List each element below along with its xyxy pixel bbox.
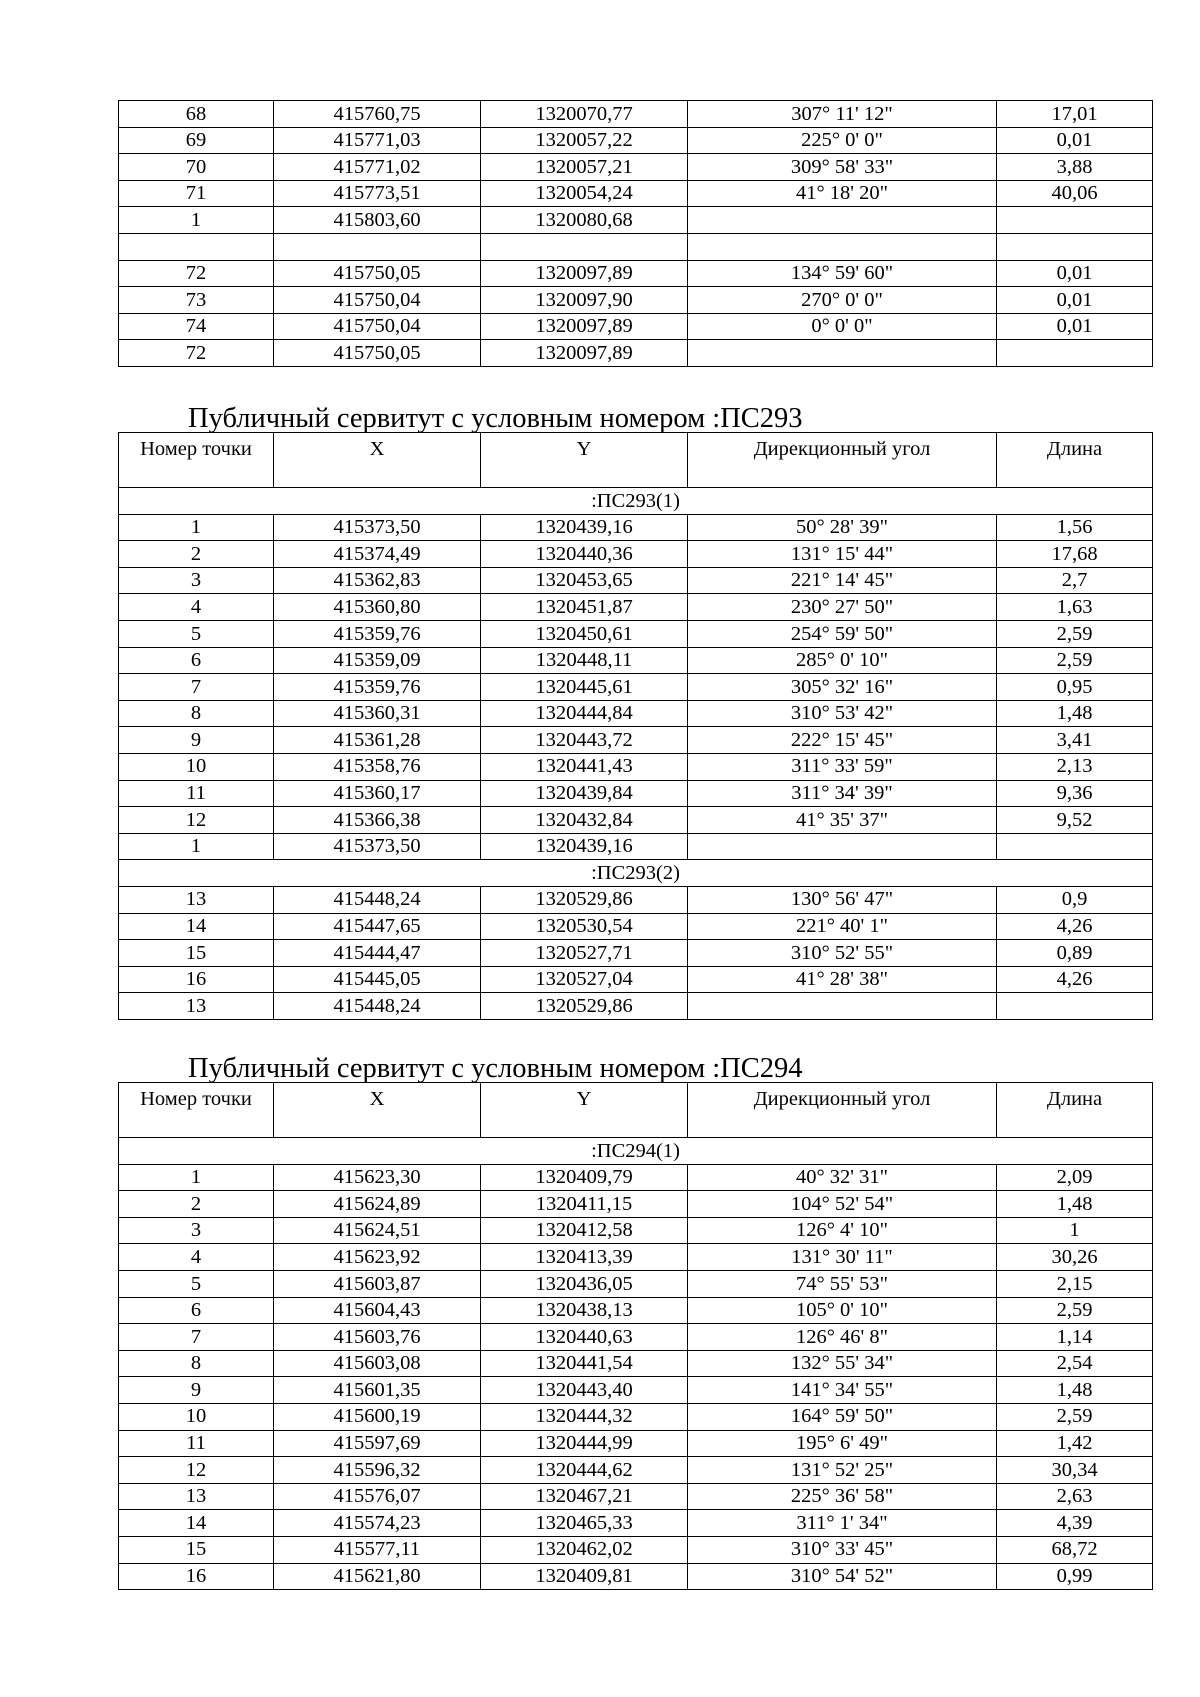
y-cell: 1320097,89 <box>481 340 688 367</box>
length-cell: 9,52 <box>997 807 1153 834</box>
y-cell: 1320444,62 <box>481 1457 688 1484</box>
table-row <box>119 674 1153 701</box>
table-row <box>119 207 1153 234</box>
y-cell: 1320448,11 <box>481 647 688 674</box>
point-number-cell: 11 <box>119 780 274 807</box>
y-cell: 1320444,84 <box>481 700 688 727</box>
bearing-cell: 134° 59' 60" <box>688 260 997 287</box>
point-number-cell: 72 <box>119 340 274 367</box>
point-number-cell: 3 <box>119 1217 274 1244</box>
table-row <box>119 647 1153 674</box>
length-cell: 2,09 <box>997 1164 1153 1191</box>
y-cell: 1320057,22 <box>481 127 688 154</box>
length-cell: 68,72 <box>997 1536 1153 1563</box>
point-number-cell: 9 <box>119 727 274 754</box>
length-cell: 3,41 <box>997 727 1153 754</box>
table-row <box>119 180 1153 207</box>
length-cell <box>997 833 1153 860</box>
x-cell: 415362,83 <box>274 567 481 594</box>
bearing-cell: 285° 0' 10" <box>688 647 997 674</box>
y-cell: 1320451,87 <box>481 594 688 621</box>
bearing-cell: 195° 6' 49" <box>688 1430 997 1457</box>
x-cell: 415359,09 <box>274 647 481 674</box>
section-title: Публичный сервитут с условным номером :ПС294 <box>188 1053 803 1084</box>
bearing-cell: 0° 0' 0" <box>688 313 997 340</box>
length-cell: 0,99 <box>997 1563 1153 1590</box>
bearing-cell: 221° 14' 45" <box>688 567 997 594</box>
length-cell: 30,34 <box>997 1457 1153 1484</box>
length-cell: 2,54 <box>997 1350 1153 1377</box>
point-number-cell: 1 <box>119 514 274 541</box>
length-cell: 0,01 <box>997 260 1153 287</box>
length-cell: 1,48 <box>997 1377 1153 1404</box>
bearing-cell: 310° 33' 45" <box>688 1536 997 1563</box>
y-cell: 1320409,79 <box>481 1164 688 1191</box>
length-cell: 2,59 <box>997 1297 1153 1324</box>
bearing-cell: 126° 4' 10" <box>688 1217 997 1244</box>
table-row <box>119 833 1153 860</box>
y-cell: 1320057,21 <box>481 154 688 181</box>
table-row <box>119 514 1153 541</box>
coordinate-table-continuation <box>118 100 1153 367</box>
x-cell: 415374,49 <box>274 541 481 568</box>
length-cell: 1,56 <box>997 514 1153 541</box>
y-cell: 1320443,40 <box>481 1377 688 1404</box>
bearing-cell: 41° 28' 38" <box>688 966 997 993</box>
point-number-cell: 1 <box>119 207 274 234</box>
point-number-cell: 16 <box>119 966 274 993</box>
bearing-cell: 222° 15' 45" <box>688 727 997 754</box>
point-number-cell: 1 <box>119 1164 274 1191</box>
point-number-cell: 10 <box>119 1403 274 1430</box>
bearing-cell: 310° 52' 55" <box>688 940 997 967</box>
group-label: :ПС294(1) <box>119 1138 1153 1165</box>
length-cell: 0,01 <box>997 127 1153 154</box>
x-cell: 415750,05 <box>274 260 481 287</box>
bearing-cell <box>688 233 997 260</box>
length-cell: 0,95 <box>997 674 1153 701</box>
table-row <box>119 1457 1153 1484</box>
bearing-cell: 74° 55' 53" <box>688 1270 997 1297</box>
point-number-cell: 3 <box>119 567 274 594</box>
bearing-cell <box>688 340 997 367</box>
column-header: X <box>274 1083 481 1138</box>
bearing-cell: 104° 52' 54" <box>688 1191 997 1218</box>
table-header-row <box>119 1083 1153 1138</box>
y-cell: 1320453,65 <box>481 567 688 594</box>
point-number-cell: 14 <box>119 1510 274 1537</box>
y-cell: 1320529,86 <box>481 993 688 1020</box>
x-cell: 415373,50 <box>274 514 481 541</box>
y-cell: 1320438,13 <box>481 1297 688 1324</box>
table-row <box>119 101 1153 128</box>
table-row <box>119 700 1153 727</box>
x-cell: 415576,07 <box>274 1483 481 1510</box>
group-row <box>119 860 1153 887</box>
x-cell: 415603,87 <box>274 1270 481 1297</box>
point-number-cell: 6 <box>119 1297 274 1324</box>
length-cell: 2,59 <box>997 620 1153 647</box>
bearing-cell: 50° 28' 39" <box>688 514 997 541</box>
bearing-cell <box>688 993 997 1020</box>
y-cell: 1320445,61 <box>481 674 688 701</box>
x-cell: 415773,51 <box>274 180 481 207</box>
y-cell: 1320080,68 <box>481 207 688 234</box>
x-cell: 415359,76 <box>274 674 481 701</box>
y-cell: 1320529,86 <box>481 886 688 913</box>
x-cell: 415624,51 <box>274 1217 481 1244</box>
bearing-cell: 310° 54' 52" <box>688 1563 997 1590</box>
table-row <box>119 886 1153 913</box>
y-cell: 1320441,54 <box>481 1350 688 1377</box>
table-row <box>119 1244 1153 1271</box>
length-cell <box>997 207 1153 234</box>
x-cell: 415445,05 <box>274 966 481 993</box>
x-cell: 415623,92 <box>274 1244 481 1271</box>
point-number-cell: 4 <box>119 1244 274 1271</box>
table-row <box>119 1483 1153 1510</box>
section-title: Публичный сервитут с условным номером :ПС293 <box>188 403 803 434</box>
table-row <box>119 727 1153 754</box>
length-cell: 0,01 <box>997 313 1153 340</box>
bearing-cell: 307° 11' 12" <box>688 101 997 128</box>
point-number-cell: 10 <box>119 753 274 780</box>
y-cell: 1320411,15 <box>481 1191 688 1218</box>
x-cell: 415750,04 <box>274 287 481 314</box>
y-cell: 1320439,16 <box>481 514 688 541</box>
point-number-cell: 8 <box>119 1350 274 1377</box>
x-cell: 415358,76 <box>274 753 481 780</box>
table-row <box>119 1377 1153 1404</box>
bearing-cell: 311° 1' 34" <box>688 1510 997 1537</box>
point-number-cell: 12 <box>119 807 274 834</box>
bearing-cell: 130° 56' 47" <box>688 886 997 913</box>
x-cell: 415803,60 <box>274 207 481 234</box>
table-row <box>119 127 1153 154</box>
point-number-cell: 68 <box>119 101 274 128</box>
y-cell: 1320444,99 <box>481 1430 688 1457</box>
table-row <box>119 1217 1153 1244</box>
length-cell: 2,15 <box>997 1270 1153 1297</box>
x-cell: 415360,80 <box>274 594 481 621</box>
column-header: Длина <box>997 433 1153 488</box>
length-cell: 4,26 <box>997 966 1153 993</box>
x-cell: 415360,17 <box>274 780 481 807</box>
table-body <box>119 1083 1153 1590</box>
table-row <box>119 966 1153 993</box>
length-cell: 2,59 <box>997 1403 1153 1430</box>
table-row <box>119 1403 1153 1430</box>
length-cell: 1,48 <box>997 1191 1153 1218</box>
bearing-cell: 131° 52' 25" <box>688 1457 997 1484</box>
length-cell: 2,13 <box>997 753 1153 780</box>
point-number-cell: 7 <box>119 674 274 701</box>
table-header-row <box>119 433 1153 488</box>
point-number-cell: 69 <box>119 127 274 154</box>
x-cell <box>274 233 481 260</box>
length-cell: 1,48 <box>997 700 1153 727</box>
length-cell <box>997 340 1153 367</box>
point-number-cell: 6 <box>119 647 274 674</box>
length-cell: 0,89 <box>997 940 1153 967</box>
x-cell: 415600,19 <box>274 1403 481 1430</box>
bearing-cell: 221° 40' 1" <box>688 913 997 940</box>
table-row <box>119 594 1153 621</box>
x-cell: 415361,28 <box>274 727 481 754</box>
point-number-cell: 13 <box>119 886 274 913</box>
table-row <box>119 340 1153 367</box>
y-cell: 1320409,81 <box>481 1563 688 1590</box>
table-row <box>119 1563 1153 1590</box>
group-row <box>119 488 1153 515</box>
y-cell: 1320439,84 <box>481 780 688 807</box>
x-cell: 415604,43 <box>274 1297 481 1324</box>
bearing-cell: 164° 59' 50" <box>688 1403 997 1430</box>
x-cell: 415596,32 <box>274 1457 481 1484</box>
y-cell: 1320527,71 <box>481 940 688 967</box>
table-row <box>119 260 1153 287</box>
x-cell: 415750,05 <box>274 340 481 367</box>
table-row <box>119 753 1153 780</box>
point-number-cell: 8 <box>119 700 274 727</box>
bearing-cell: 40° 32' 31" <box>688 1164 997 1191</box>
point-number-cell: 74 <box>119 313 274 340</box>
bearing-cell: 311° 33' 59" <box>688 753 997 780</box>
bearing-cell: 131° 15' 44" <box>688 541 997 568</box>
column-header: Дирекционный угол <box>688 1083 997 1138</box>
table-row <box>119 940 1153 967</box>
y-cell: 1320439,16 <box>481 833 688 860</box>
x-cell: 415447,65 <box>274 913 481 940</box>
y-cell: 1320450,61 <box>481 620 688 647</box>
point-number-cell: 1 <box>119 833 274 860</box>
column-header: Номер точки <box>119 1083 274 1138</box>
table-row <box>119 541 1153 568</box>
y-cell: 1320054,24 <box>481 180 688 207</box>
table-body <box>119 433 1153 1020</box>
y-cell: 1320443,72 <box>481 727 688 754</box>
x-cell: 415597,69 <box>274 1430 481 1457</box>
table-row <box>119 913 1153 940</box>
point-number-cell: 70 <box>119 154 274 181</box>
table-row <box>119 993 1153 1020</box>
bearing-cell: 254° 59' 50" <box>688 620 997 647</box>
column-header: Дирекционный угол <box>688 433 997 488</box>
point-number-cell: 5 <box>119 620 274 647</box>
y-cell: 1320070,77 <box>481 101 688 128</box>
x-cell: 415771,03 <box>274 127 481 154</box>
bearing-cell: 41° 18' 20" <box>688 180 997 207</box>
length-cell: 4,39 <box>997 1510 1153 1537</box>
bearing-cell: 270° 0' 0" <box>688 287 997 314</box>
y-cell: 1320465,33 <box>481 1510 688 1537</box>
x-cell: 415771,02 <box>274 154 481 181</box>
x-cell: 415360,31 <box>274 700 481 727</box>
column-header: Длина <box>997 1083 1153 1138</box>
bearing-cell: 310° 53' 42" <box>688 700 997 727</box>
bearing-cell: 105° 0' 10" <box>688 1297 997 1324</box>
y-cell: 1320413,39 <box>481 1244 688 1271</box>
bearing-cell: 141° 34' 55" <box>688 1377 997 1404</box>
x-cell: 415577,11 <box>274 1536 481 1563</box>
y-cell: 1320441,43 <box>481 753 688 780</box>
y-cell: 1320440,36 <box>481 541 688 568</box>
group-label: :ПС293(2) <box>119 860 1153 887</box>
length-cell: 1 <box>997 1217 1153 1244</box>
table-row <box>119 1324 1153 1351</box>
y-cell: 1320436,05 <box>481 1270 688 1297</box>
x-cell: 415574,23 <box>274 1510 481 1537</box>
point-number-cell: 2 <box>119 1191 274 1218</box>
bearing-cell: 131° 30' 11" <box>688 1244 997 1271</box>
x-cell: 415750,04 <box>274 313 481 340</box>
length-cell: 0,01 <box>997 287 1153 314</box>
bearing-cell: 225° 0' 0" <box>688 127 997 154</box>
length-cell: 9,36 <box>997 780 1153 807</box>
coordinate-table-ps294 <box>118 1082 1153 1590</box>
x-cell: 415621,80 <box>274 1563 481 1590</box>
length-cell: 2,63 <box>997 1483 1153 1510</box>
y-cell: 1320444,32 <box>481 1403 688 1430</box>
coordinate-table-ps293 <box>118 432 1153 1020</box>
column-header: Номер точки <box>119 433 274 488</box>
length-cell: 2,59 <box>997 647 1153 674</box>
bearing-cell <box>688 833 997 860</box>
length-cell: 30,26 <box>997 1244 1153 1271</box>
y-cell: 1320530,54 <box>481 913 688 940</box>
y-cell: 1320527,04 <box>481 966 688 993</box>
bearing-cell: 305° 32' 16" <box>688 674 997 701</box>
length-cell: 4,26 <box>997 913 1153 940</box>
length-cell: 3,88 <box>997 154 1153 181</box>
x-cell: 415448,24 <box>274 886 481 913</box>
x-cell: 415448,24 <box>274 993 481 1020</box>
table-row <box>119 567 1153 594</box>
length-cell: 17,01 <box>997 101 1153 128</box>
y-cell: 1320412,58 <box>481 1217 688 1244</box>
point-number-cell: 7 <box>119 1324 274 1351</box>
bearing-cell: 132° 55' 34" <box>688 1350 997 1377</box>
table-row <box>119 233 1153 260</box>
x-cell: 415366,38 <box>274 807 481 834</box>
column-header: X <box>274 433 481 488</box>
x-cell: 415624,89 <box>274 1191 481 1218</box>
y-cell: 1320467,21 <box>481 1483 688 1510</box>
x-cell: 415444,47 <box>274 940 481 967</box>
point-number-cell: 73 <box>119 287 274 314</box>
table-row <box>119 1430 1153 1457</box>
point-number-cell: 72 <box>119 260 274 287</box>
point-number-cell: 14 <box>119 913 274 940</box>
y-cell: 1320432,84 <box>481 807 688 834</box>
y-cell: 1320097,90 <box>481 287 688 314</box>
length-cell: 1,14 <box>997 1324 1153 1351</box>
y-cell <box>481 233 688 260</box>
table-row <box>119 1191 1153 1218</box>
bearing-cell: 41° 35' 37" <box>688 807 997 834</box>
point-number-cell: 15 <box>119 940 274 967</box>
bearing-cell: 309° 58' 33" <box>688 154 997 181</box>
table-body <box>119 101 1153 367</box>
x-cell: 415603,08 <box>274 1350 481 1377</box>
point-number-cell: 12 <box>119 1457 274 1484</box>
table-row <box>119 620 1153 647</box>
group-row <box>119 1138 1153 1165</box>
point-number-cell: 15 <box>119 1536 274 1563</box>
point-number-cell: 9 <box>119 1377 274 1404</box>
table-row <box>119 807 1153 834</box>
x-cell: 415373,50 <box>274 833 481 860</box>
table-row <box>119 154 1153 181</box>
table-row <box>119 1536 1153 1563</box>
x-cell: 415601,35 <box>274 1377 481 1404</box>
point-number-cell: 2 <box>119 541 274 568</box>
bearing-cell: 311° 34' 39" <box>688 780 997 807</box>
table-row <box>119 313 1153 340</box>
bearing-cell: 230° 27' 50" <box>688 594 997 621</box>
point-number-cell: 11 <box>119 1430 274 1457</box>
length-cell: 17,68 <box>997 541 1153 568</box>
x-cell: 415359,76 <box>274 620 481 647</box>
table-row <box>119 780 1153 807</box>
point-number-cell: 13 <box>119 1483 274 1510</box>
point-number-cell: 16 <box>119 1563 274 1590</box>
length-cell: 1,63 <box>997 594 1153 621</box>
length-cell: 1,42 <box>997 1430 1153 1457</box>
length-cell: 40,06 <box>997 180 1153 207</box>
point-number-cell: 5 <box>119 1270 274 1297</box>
length-cell: 2,7 <box>997 567 1153 594</box>
point-number-cell <box>119 233 274 260</box>
bearing-cell: 126° 46' 8" <box>688 1324 997 1351</box>
point-number-cell: 4 <box>119 594 274 621</box>
table-row <box>119 1297 1153 1324</box>
point-number-cell: 71 <box>119 180 274 207</box>
group-label: :ПС293(1) <box>119 488 1153 515</box>
bearing-cell <box>688 207 997 234</box>
x-cell: 415760,75 <box>274 101 481 128</box>
point-number-cell: 13 <box>119 993 274 1020</box>
table-row <box>119 1510 1153 1537</box>
length-cell <box>997 993 1153 1020</box>
y-cell: 1320097,89 <box>481 260 688 287</box>
table-row <box>119 1350 1153 1377</box>
length-cell <box>997 233 1153 260</box>
column-header: Y <box>481 433 688 488</box>
length-cell: 0,9 <box>997 886 1153 913</box>
table-row <box>119 1164 1153 1191</box>
column-header: Y <box>481 1083 688 1138</box>
bearing-cell: 225° 36' 58" <box>688 1483 997 1510</box>
x-cell: 415603,76 <box>274 1324 481 1351</box>
table-row <box>119 287 1153 314</box>
x-cell: 415623,30 <box>274 1164 481 1191</box>
y-cell: 1320440,63 <box>481 1324 688 1351</box>
table-row <box>119 1270 1153 1297</box>
y-cell: 1320097,89 <box>481 313 688 340</box>
y-cell: 1320462,02 <box>481 1536 688 1563</box>
